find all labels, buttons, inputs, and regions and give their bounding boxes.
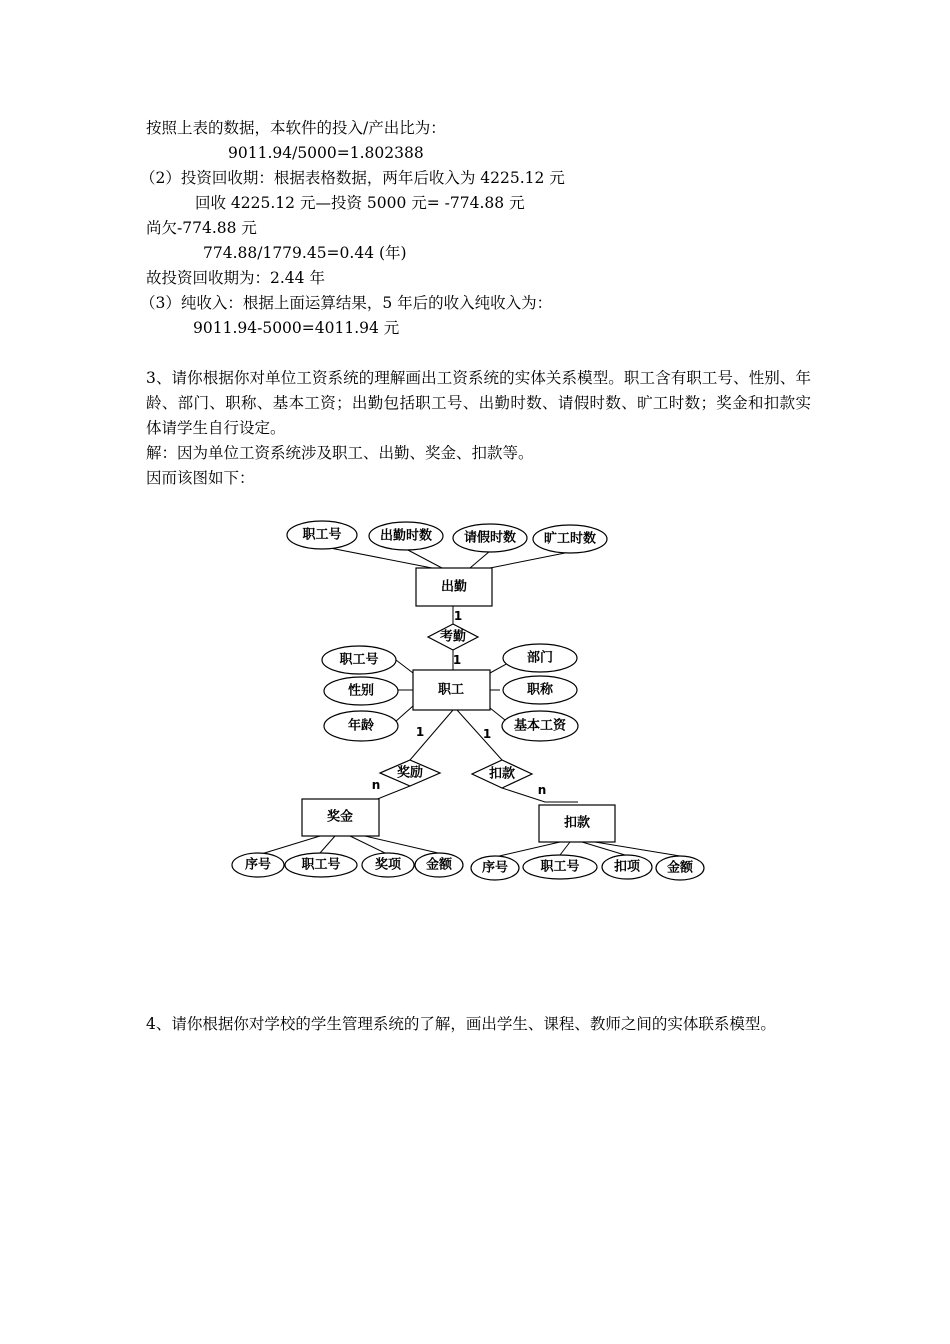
- attr-deduction-amount: [656, 856, 704, 880]
- text-line-8: （3）纯收入：根据上面运算结果，5 年后的收入纯收入为：: [140, 294, 553, 312]
- attr-absence-hours: [533, 525, 607, 553]
- svg-text:序号: 序号: [481, 860, 509, 876]
- text-line-5: 尚欠-774.88 元: [146, 219, 257, 237]
- question-4-text: 4、请你根据你对学校的学生管理系统的了解，画出学生、课程、教师之间的实体联系模型。: [146, 1015, 776, 1033]
- svg-text:职工号: 职工号: [302, 527, 342, 543]
- svg-text:职称: 职称: [526, 682, 554, 698]
- cardinality-employee-reward: 1: [415, 725, 425, 739]
- text-line-7: 故投资回收期为：2.44 年: [146, 269, 325, 287]
- attr-attendance-hours: [369, 522, 443, 550]
- entity-employee: [413, 670, 490, 710]
- attr-base-salary: [502, 711, 578, 741]
- svg-text:金额: 金额: [666, 860, 694, 876]
- attr-age: [324, 711, 398, 741]
- svg-text:奖项: 奖项: [374, 857, 402, 873]
- text-line-2: 9011.94/5000=1.802388: [228, 144, 424, 162]
- svg-text:扣款: 扣款: [488, 766, 516, 782]
- cardinality-employee-deduct: 1: [482, 727, 492, 741]
- svg-text:职工号: 职工号: [540, 859, 580, 875]
- entity-deduction: [539, 805, 615, 842]
- attr-deduction-item: [602, 855, 652, 879]
- attr-deduction-seq: [471, 856, 519, 880]
- svg-text:金额: 金额: [425, 857, 453, 873]
- cardinality-employee-checkin: 1: [452, 653, 462, 667]
- attr-bonus-employee-id: [285, 853, 357, 877]
- svg-text:部门: 部门: [526, 650, 554, 666]
- svg-text:职工: 职工: [437, 682, 465, 698]
- cardinality-bonus: n: [371, 778, 381, 792]
- question-3-text: 3、请你根据你对单位工资系统的理解画出工资系统的实体关系模型。职工含有职工号、性别、年龄、部门、职称、基本工资；出勤包括职工号、出勤时数、请假时数、旷工时数；奖金和扣款实体请学生自行设定。: [146, 369, 811, 437]
- question-3-answer: 解：因为单位工资系统涉及职工、出勤、奖金、扣款等。: [146, 444, 534, 462]
- relationship-reward: [380, 760, 440, 786]
- entity-bonus: [302, 799, 379, 836]
- text-line-1: 按照上表的数据，本软件的投入/产出比为：: [146, 119, 446, 137]
- entity-attendance: [416, 568, 492, 606]
- cardinality-deduction: n: [537, 783, 547, 797]
- svg-text:考勤: 考勤: [439, 629, 467, 645]
- svg-text:职工号: 职工号: [301, 857, 341, 873]
- text-line-3: （2）投资回收期：根据表格数据，两年后收入为 4225.12 元: [140, 169, 565, 187]
- text-line-9: 9011.94-5000=4011.94 元: [193, 319, 400, 337]
- question-3-lead: 因而该图如下：: [146, 469, 255, 487]
- attr-leave-hours: [453, 524, 527, 552]
- attr-bonus-item: [362, 853, 414, 877]
- svg-text:扣款: 扣款: [563, 815, 591, 831]
- attr-department: [503, 644, 577, 672]
- svg-text:序号: 序号: [244, 857, 272, 873]
- relationship-check-in: [428, 624, 478, 650]
- svg-text:出勤: 出勤: [440, 579, 468, 595]
- attr-gender: [324, 677, 398, 705]
- attr-employee-id: [322, 646, 396, 674]
- attr-title: [503, 676, 577, 704]
- attr-deduction-employee-id: [523, 855, 597, 879]
- svg-text:年龄: 年龄: [347, 718, 375, 734]
- text-line-4: 回收 4225.12 元—投资 5000 元= -774.88 元: [195, 194, 525, 212]
- svg-text:职工号: 职工号: [339, 652, 379, 668]
- svg-text:性别: 性别: [347, 683, 375, 699]
- relationship-deduct: [472, 760, 532, 788]
- attr-bonus-amount: [415, 853, 463, 877]
- cardinality-attendance: 1: [453, 609, 463, 623]
- svg-text:扣项: 扣项: [613, 859, 641, 875]
- svg-text:基本工资: 基本工资: [513, 718, 567, 734]
- svg-text:奖金: 奖金: [326, 809, 354, 825]
- text-line-6: 774.88/1779.45=0.44 (年): [203, 244, 407, 262]
- svg-text:请假时数: 请假时数: [463, 530, 517, 546]
- svg-text:旷工时数: 旷工时数: [543, 531, 597, 547]
- svg-text:出勤时数: 出勤时数: [379, 528, 433, 544]
- attr-attendance-employee-id: [287, 521, 357, 549]
- svg-text:奖励: 奖励: [396, 765, 424, 781]
- attr-bonus-seq: [232, 853, 284, 877]
